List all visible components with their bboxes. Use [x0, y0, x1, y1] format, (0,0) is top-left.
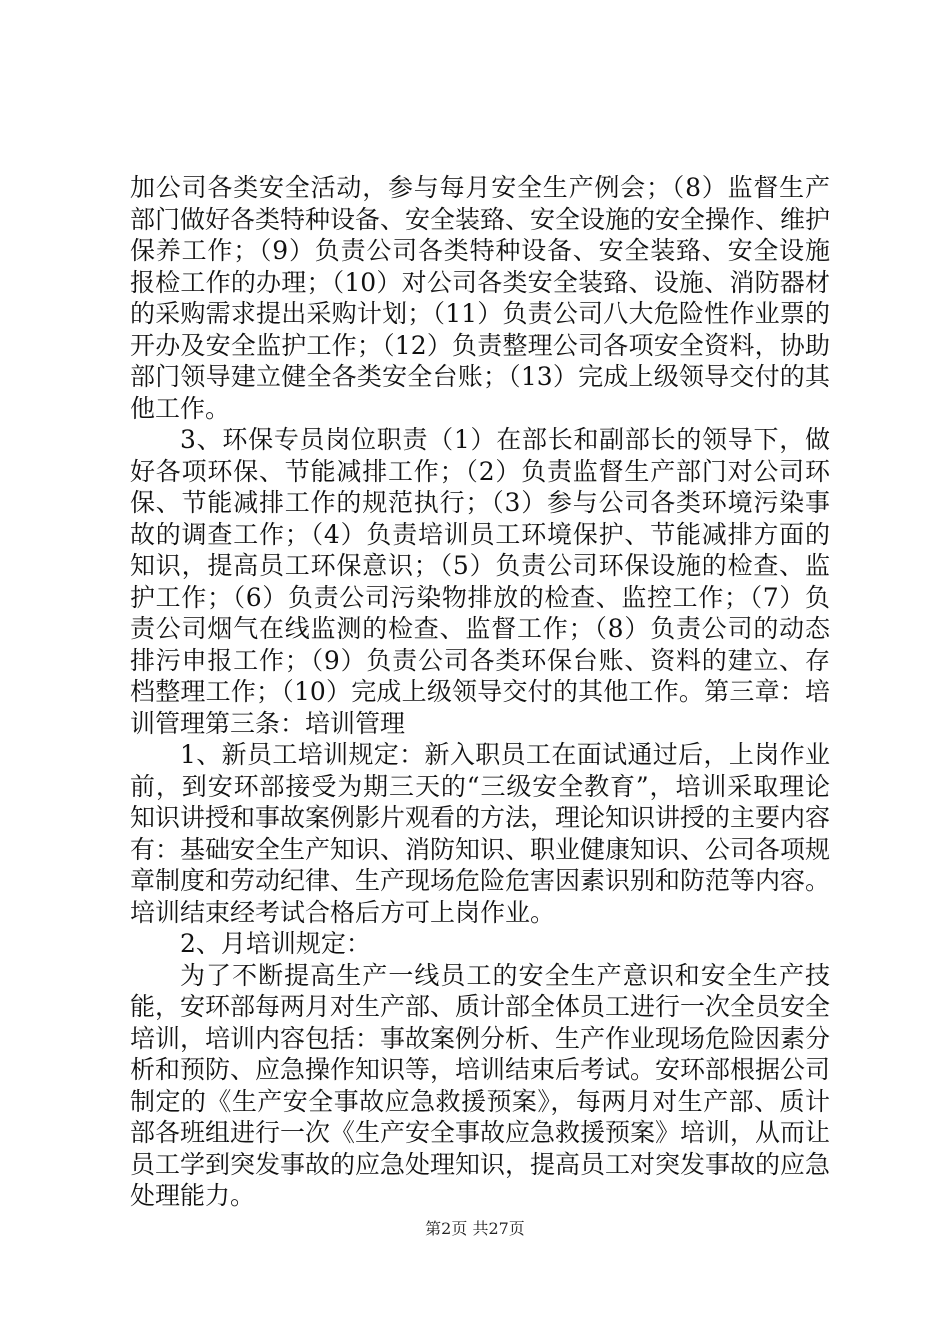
page-number-footer: 第2页 共27页	[425, 1219, 525, 1238]
paragraph-environmental-officer-duties: 3、环保专员岗位职责（1）在部长和副部长的领导下，做好各项环保、节能减排工作；（2）负责监督生产部门对公司环保、节能减排工作的规范执行；（3）参与公司各类环境污染事故的调查工作；（4）负责培训员工环境保护、节能减排方面的知识，提高员工环保意识；（5）负责公司环保设施的检查、监护工作；（6）负责公司污染物排放的检查、监控工作；（7）负责公司烟气在线监测的检查、监督工作；（8）负责公司的动态排污申报工作；（9）负责公司各类环保台账、资料的建立、存档整理工作；（10）完成上级领导交付的其他工作。第三章：培训管理第三条：培训管理	[130, 425, 830, 738]
paragraph-new-employee-training: 1、新员工培训规定：新入职员工在面试通过后，上岗作业前，到安环部接受为期三天的“三级安全教育”，培训采取理论知识讲授和事故案例影片观看的方法，理论知识讲授的主要内容有：基础安全生产知识、消防知识、职业健康知识、公司各项规章制度和劳动纪律、生产现场危险危害因素识别和防范等内容。培训结束经考试合格后方可上岗作业。	[130, 740, 831, 927]
paragraph-monthly-training-details: 为了不断提高生产一线员工的安全生产意识和安全生产技能，安环部每两月对生产部、质计部全体员工进行一次全员安全培训，培训内容包括：事故案例分析、生产作业现场危险因素分析和预防、应急操作知识等，培训结束后考试。安环部根据公司制定的《生产安全事故应急救援预案》，每两月对生产部、质计部各班组进行一次《生产安全事故应急救援预案》培训，从而让员工学到突发事故的应急处理知识，提高员工对突发事故的应急处理能力。	[130, 960, 831, 1210]
paragraph-safety-duties-continued: 加公司各类安全活动，参与每月安全生产例会；（8）监督生产部门做好各类特种设备、安全装臵、安全设施的安全操作、维护保养工作；（9）负责公司各类特种设备、安全装臵、安全设施报检工作的办理；（10）对公司各类安全装臵、设施、消防器材的采购需求提出采购计划；（11）负责公司八大危险性作业票的开办及安全监护工作；（12）负责整理公司各项安全资料，协助部门领导建立健全各类安全台账；（13）完成上级领导交付的其他工作。	[130, 173, 831, 423]
paragraph-monthly-training-heading: 2、月培训规定：	[180, 929, 371, 958]
document-body	[130, 172, 830, 1212]
